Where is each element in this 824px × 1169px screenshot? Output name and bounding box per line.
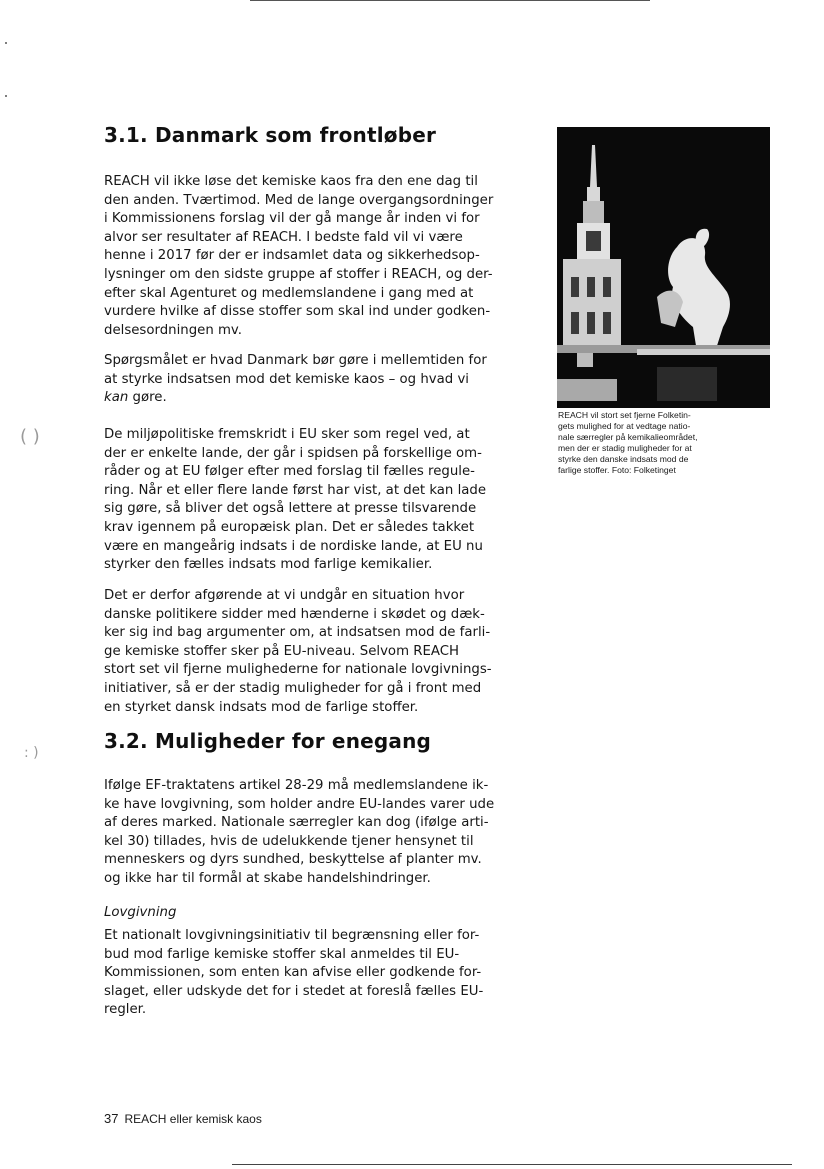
punch-hole-mark: ( ) <box>20 426 40 447</box>
section-heading-3-2: 3.2. Muligheder for enegang <box>104 729 432 753</box>
photo-illustration <box>557 127 770 408</box>
subheading-lovgivning: Lovgivning <box>104 905 177 920</box>
paragraph-progress: De miljøpolitiske fremskridt i EU sker som regel ved, at der er enkelte lande, der går i spidsen på forskellige om- råder og at EU følger efter med forslag til fælles regule- ring. Når et eller flere lande først har vist, at det kan lade sig gøre, så bliver det også lettere at presse tilsvarende krav igennem på europæisk plan. Det er således takket være en mangeårig indsats i de nordiske lande, at EU nu styrker den fælles indsats mod farlige kemikalier. <box>104 427 487 573</box>
paragraph-question: Spørgsmålet er hvad Danmark bør gøre i mellemtiden for at styrke indsatsen mod det kemiske kaos – og hvad vi kan gøre. <box>104 353 487 406</box>
scan-dot <box>5 42 7 44</box>
page-number: 37 <box>104 1111 119 1126</box>
photo-folketinget <box>557 127 770 408</box>
scan-dot <box>5 95 7 97</box>
page-footer <box>104 1111 262 1126</box>
paragraph-treaty: Ifølge EF-traktatens artikel 28-29 må medlemslandene ik- ke have lovgivning, som holder andre EU-landes varer ude af deres marked. Nationale særregler kan dog (ifølge arti- kel 30) tillades, hvis de udelukkende tjener hensynet til menneskers og dyrs sundhed, beskyttelse af planter mv. og ikke har til formål at skabe handelshindringer. <box>104 778 495 886</box>
paragraph-intro: REACH vil ikke løse det kemiske kaos fra den ene dag til den anden. Tværtimod. Med de lange overgangsordninger i Kommissionens forslag vil der gå mange år inden vi for alvor ser resultater af REACH. I bedste fald vil vi være henne i 2017 før der er indsamlet data og sikkerhedsop- lysninger om den sidste gruppe af stoffer i REACH, og der- efter skal Agenturet og medlemslandene i gang med at vurdere hvilke af disse stoffer som skal ind under godken- delsesordningen mv. <box>104 174 494 338</box>
footer-title: REACH eller kemisk kaos <box>124 1112 262 1126</box>
paragraph-legislation: Et nationalt lovgivningsinitiativ til begrænsning eller for- bud mod farlige kemiske stoffer skal anmeldes til EU- Kommissionen, som enten kan afvise eller godkende for- slaget, eller udskyde det for i stedet at foreslå fælles EU- regler. <box>104 928 484 1018</box>
paragraph-conclusion: Det er derfor afgørende at vi undgår en situation hvor danske politikere sidder med hænderne i skødet og dæk- ker sig ind bag argumenter om, at indsatsen mod de farli- ge kemiske stoffer sker på EU-niveau. Selvom REACH stort set vil fjerne mulighederne for nationale lovgivnings- initiativer, så er der stadig muligheder for gå i front med en styrket dansk indsats mod de farlige stoffer. <box>104 588 492 715</box>
section-heading-3-1: 3.1. Danmark som frontløber <box>104 123 437 147</box>
top-rule <box>250 0 650 1</box>
bottom-rule <box>232 1164 792 1165</box>
punch-hole-mark: : ) <box>24 745 39 761</box>
photo-caption: REACH vil stort set fjerne Folketin- gets mulighed for at vedtage natio- nale særregler på kemikalieområdet, men der er stadig muligheder for at styrke den danske indsats mod de farlige stoffer. Foto: Folketinget <box>558 410 698 475</box>
